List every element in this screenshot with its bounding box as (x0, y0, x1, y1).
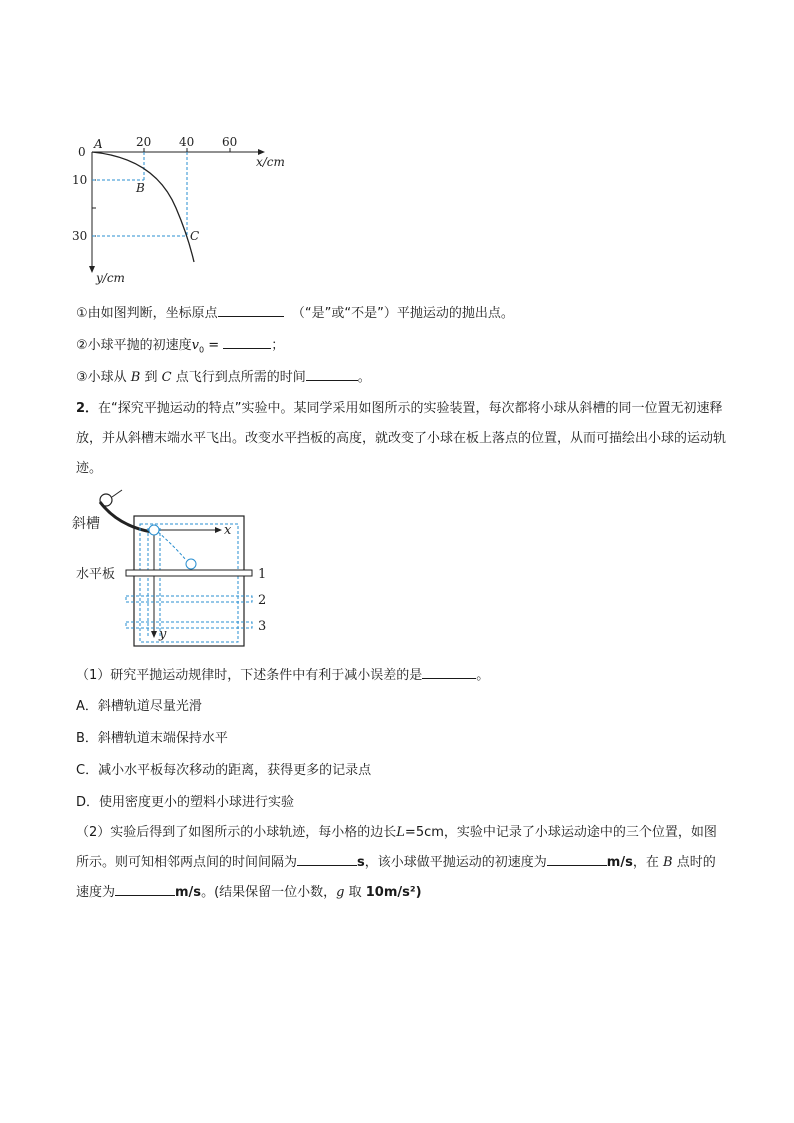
ball-landing (186, 559, 196, 569)
y-tick-10: 10 (72, 173, 88, 187)
q2-sub2: （2）实验后得到了如图所示的小球轨迹，每小格的边长L=5cm，实验中记录了小球运动途中的三个位置，如图所示。则可知相邻两点间的时间间隔为 s，该小球做平抛运动的初速度为 m/s，在 B 点时的速度为 m/s。(结果保留一位小数，g 取 10m/s²) (76, 825, 717, 900)
origin-label: 0 (78, 145, 86, 159)
horizontal-board-1 (126, 570, 252, 576)
option-a[interactable]: A．斜槽轨道尽量光滑 (76, 699, 202, 714)
answer-blank-1[interactable] (218, 304, 284, 317)
level-2-label: 2 (258, 593, 267, 608)
x-tick-40: 40 (179, 135, 195, 149)
answer-blank-3[interactable] (306, 368, 358, 381)
option-c[interactable]: C．减小水平板每次移动的距离，获得更多的记录点 (76, 763, 372, 778)
fig-trajectory (158, 532, 186, 560)
point-c-label: C (190, 229, 200, 243)
x-tick-20: 20 (136, 135, 152, 149)
x-tick-60: 60 (222, 135, 238, 149)
trajectory-graph (70, 128, 310, 288)
chute-track (100, 502, 152, 532)
board-label: 水平板 (76, 567, 116, 582)
y-axis-arrow (89, 266, 95, 273)
answer-blank-6[interactable] (547, 853, 607, 866)
q1-item2: ②小球平抛的初速度$v_0$ = ； (76, 338, 285, 355)
fig-y-label: y (159, 627, 167, 642)
answer-blank-2[interactable] (223, 336, 271, 349)
q2-intro: 2．在“探究平抛运动的特点”实验中。某同学采用如图所示的实验装置，每次都将小球从斜槽的同一位置无初速释放，并从斜槽末端水平飞出。改变水平挡板的高度，就改变了小球在板上落点的位置，从而可描绘出小球的运动轨迹。 (76, 401, 727, 476)
option-d[interactable]: D．使用密度更小的塑料小球进行实验 (76, 795, 295, 810)
q1-item3: ③小球从 B 到 C 点飞行到点所需的时间 。 (76, 370, 371, 385)
level-1-label: 1 (258, 567, 267, 582)
point-b-label: B (136, 181, 145, 195)
ball-start (149, 525, 159, 535)
point-a-label: A (94, 137, 103, 151)
x-axis-label: x/cm (256, 155, 285, 169)
chute-label: 斜槽 (72, 516, 100, 532)
answer-blank-4[interactable] (422, 666, 476, 679)
y-axis-label: y/cm (96, 271, 125, 285)
horizontal-board-3 (126, 622, 252, 628)
apparatus-diagram (70, 488, 280, 648)
y-tick-30: 30 (72, 229, 88, 243)
level-3-label: 3 (258, 619, 267, 634)
answer-blank-5[interactable] (297, 853, 357, 866)
answer-blank-7[interactable] (115, 883, 175, 896)
q2-sub1: （1）研究平抛运动规律时，下述条件中有利于减小误差的是 。 (76, 668, 490, 683)
fig-x-label: x (224, 523, 232, 538)
option-b[interactable]: B．斜槽轨道末端保持水平 (76, 731, 228, 746)
horizontal-board-2 (126, 596, 252, 602)
trajectory-curve (92, 152, 194, 262)
paper-outline (140, 524, 238, 642)
q1-item1: ①由如图判断，坐标原点 （“是”或“不是”）平抛运动的抛出点。 (76, 306, 514, 321)
